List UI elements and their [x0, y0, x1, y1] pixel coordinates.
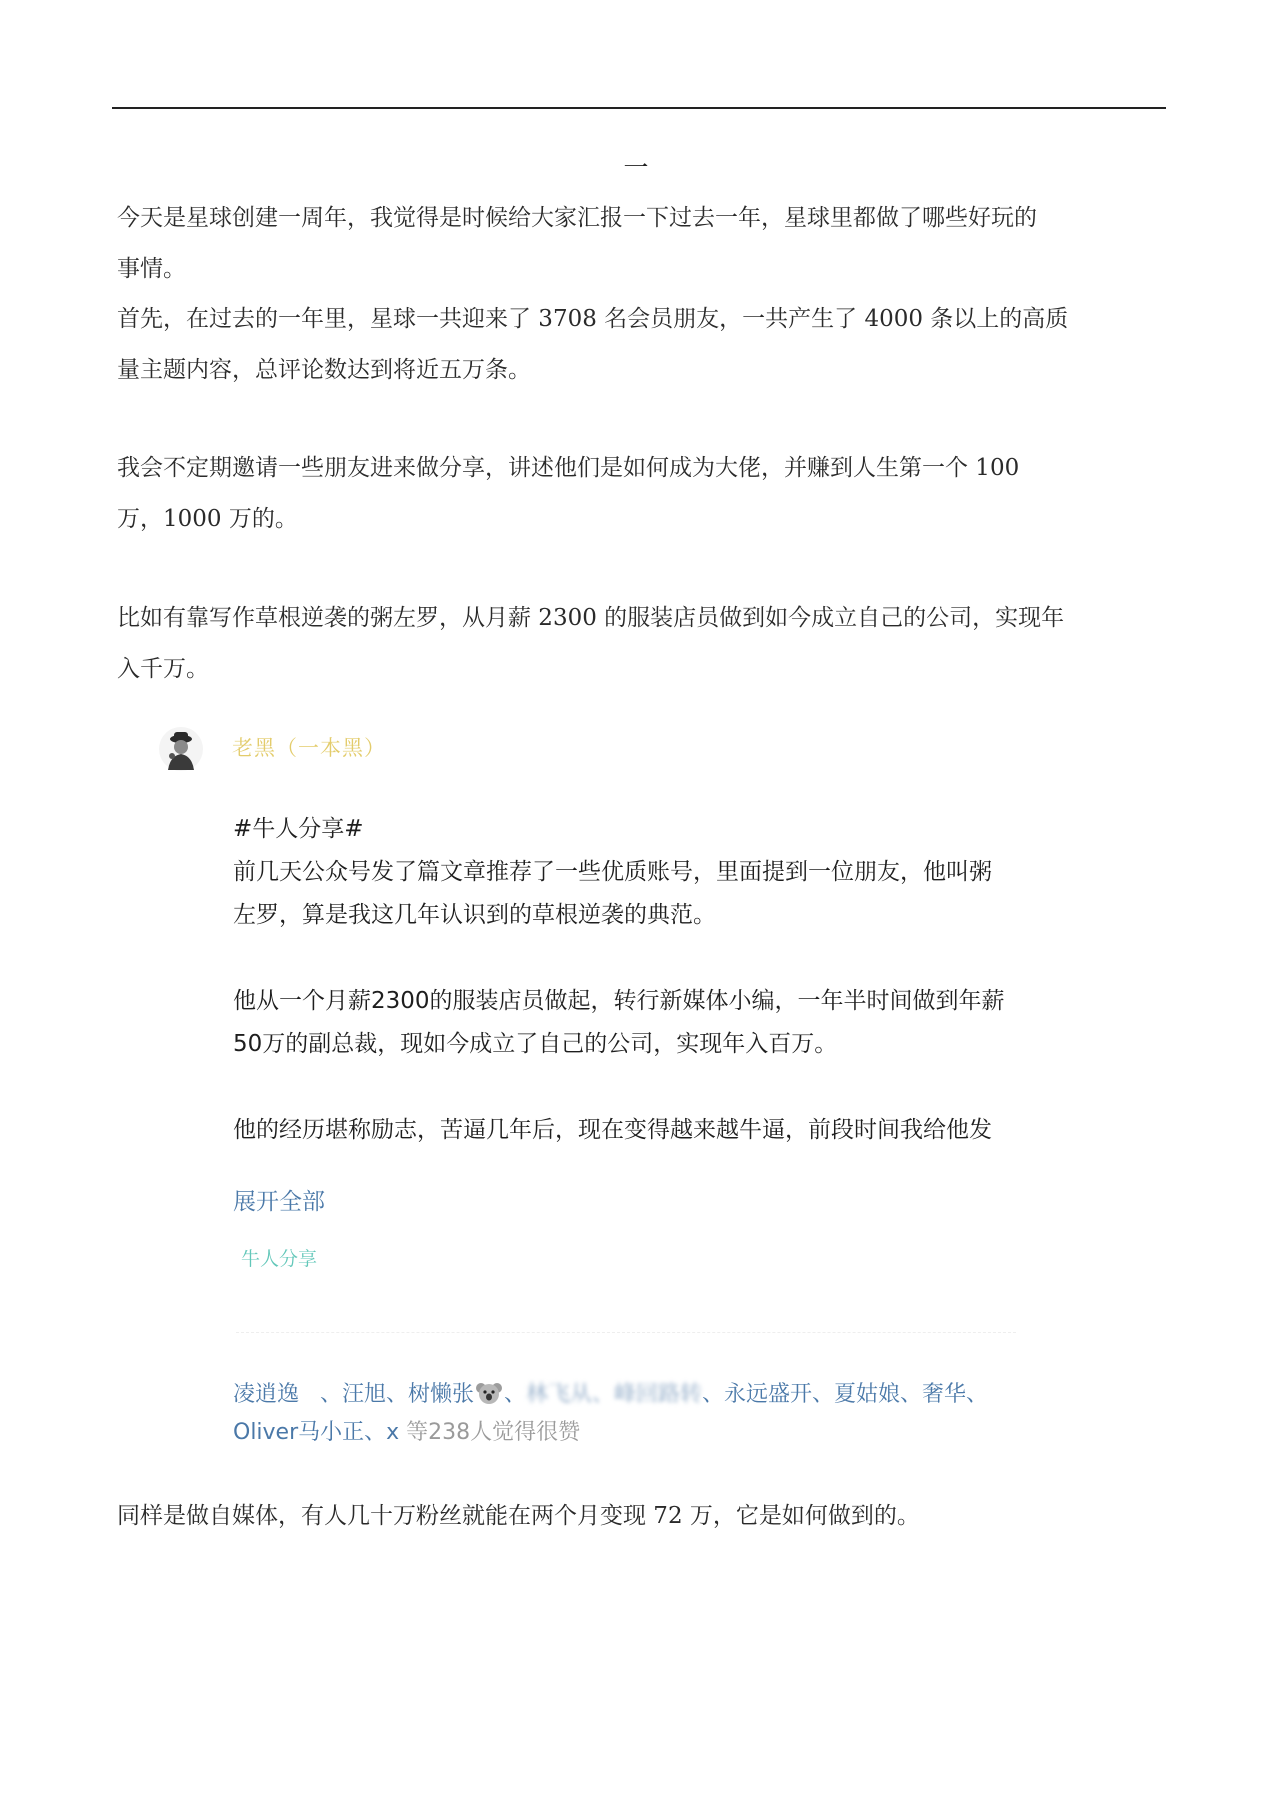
text-line: 量主题内容，总评论数达到将近五万条。: [117, 357, 531, 383]
post-line: 前几天公众号发了篇文章推荐了一些优质账号，里面提到一位朋友，他叫粥: [233, 859, 992, 885]
likes-line: [233, 1376, 1113, 1414]
post-line: 他的经历堪称励志，苦逼几年后，现在变得越来越牛逼，前段时间我给他发: [233, 1117, 992, 1143]
paragraph-invites: [117, 443, 1165, 545]
paragraph-example: [117, 593, 1165, 695]
text-line: 事情。: [117, 256, 186, 282]
paragraph-anniversary: [117, 193, 1165, 295]
post-hashtag: #牛人分享#: [233, 816, 364, 842]
post-blank-line: [233, 937, 1093, 980]
post-blank-line: [233, 1066, 1093, 1109]
liker-name[interactable]: 凌逍逸: [233, 1382, 300, 1407]
liker-names[interactable]: Oliver马小正、x: [233, 1420, 400, 1445]
text-line: 我会不定期邀请一些朋友进来做分享，讲述他们是如何成为大佬，并赚到人生第一个 100: [117, 455, 1020, 481]
expand-all-link[interactable]: 展开全部: [233, 1189, 325, 1215]
text-line: 入千万。: [117, 656, 209, 682]
liker-names[interactable]: 、汪旭、树懒张: [320, 1382, 475, 1407]
likes-list: [233, 1376, 1113, 1452]
post-line: 他从一个月薪2300的服装店员做起，转行新媒体小编，一年半时间做到年薪: [233, 988, 1005, 1014]
post-content: [233, 808, 1093, 1152]
text-line: 同样是做自媒体，有人几十万粉丝就能在两个月变现 72 万，它是如何做到的。: [117, 1503, 920, 1529]
blurred-liker-names[interactable]: 林飞从、峰回路转: [526, 1382, 703, 1407]
top-divider: [112, 107, 1166, 109]
text-line: 比如有靠写作草根逆袭的粥左罗，从月薪 2300 的服装店员做到如今成立自己的公司，实现年: [117, 605, 1065, 631]
topic-tag[interactable]: 牛人分享: [241, 1248, 318, 1270]
liker-sep: 、: [504, 1382, 527, 1407]
section-number: 一: [623, 153, 649, 182]
post-line: 50万的副总裁，现如今成立了自己的公司，实现年入百万。: [233, 1031, 838, 1057]
liker-names[interactable]: 、永远盛开、夏姑娘、奢华、: [702, 1382, 989, 1407]
embedded-post: [150, 720, 1080, 1460]
author-name[interactable]: 老黑（一本黑）: [232, 736, 386, 760]
text-line: 首先，在过去的一年里，星球一共迎来了 3708 名会员朋友，一共产生了 4000 条以上的高质: [117, 306, 1069, 332]
text-line: 万，1000 万的。: [117, 506, 298, 532]
koala-face-icon: [476, 1380, 502, 1404]
paragraph-self-media: [117, 1491, 1165, 1542]
paragraph-stats: [117, 294, 1165, 396]
likes-line: [233, 1414, 1113, 1452]
avatar-portrait-icon[interactable]: [158, 726, 204, 772]
divider: [236, 1332, 1016, 1333]
likes-count-text: 等238人觉得很赞: [399, 1420, 581, 1445]
text-line: 今天是星球创建一周年，我觉得是时候给大家汇报一下过去一年，星球里都做了哪些好玩的: [117, 205, 1037, 231]
post-line: 左罗，算是我这几年认识到的草根逆袭的典范。: [233, 902, 716, 928]
